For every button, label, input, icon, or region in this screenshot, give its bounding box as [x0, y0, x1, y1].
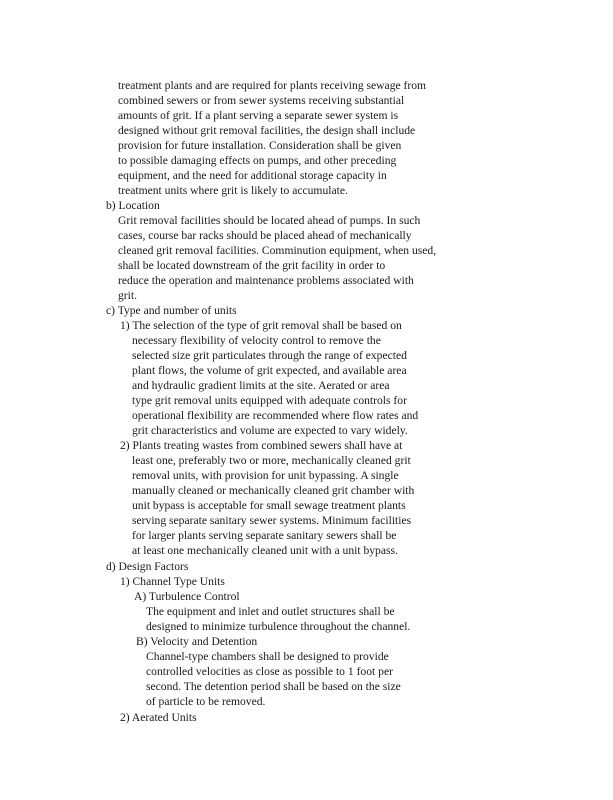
- text-line: controlled velocities as close as possible to 1 foot per: [146, 665, 393, 678]
- text-line: operational flexibility are recommended where flow rates and: [132, 409, 419, 422]
- text-line: equipment, and the need for additional storage capacity in: [118, 169, 387, 182]
- text-line: amounts of grit. If a plant serving a separate sewer system is: [118, 109, 399, 122]
- text-line: second. The detention period shall be based on the size: [146, 680, 401, 693]
- text-line: grit characteristics and volume are expected to vary widely.: [132, 424, 408, 437]
- text-line: The equipment and inlet and outlet structures shall be: [146, 605, 395, 618]
- text-line: least one, preferably two or more, mechanically cleaned grit: [132, 454, 411, 467]
- section-heading-type-and-number: c) Type and number of units: [106, 304, 237, 317]
- text-line: at least one mechanically cleaned unit with a unit bypass.: [132, 544, 398, 557]
- text-line: plant flows, the volume of grit expected, and available area: [132, 364, 407, 377]
- text-line: serving separate sanitary sewer systems. Minimum facilities: [132, 514, 412, 527]
- text-line: provision for future installation. Consideration shall be given: [118, 139, 402, 152]
- subheading-turbulence-control: A) Turbulence Control: [134, 590, 240, 603]
- list-item-1: 1) The selection of the type of grit removal shall be based on: [120, 319, 402, 332]
- text-line: unit bypass is acceptable for small sewage treatment plants: [132, 499, 406, 512]
- text-line: Grit removal facilities should be located ahead of pumps. In such: [118, 214, 421, 227]
- text-line: combined sewers or from sewer systems receiving substantial: [118, 94, 405, 107]
- text-line: manually cleaned or mechanically cleaned grit chamber with: [132, 484, 415, 497]
- text-line: of particle to be removed.: [146, 695, 266, 708]
- text-line: grit.: [118, 289, 137, 302]
- list-item-2: 2) Plants treating wastes from combined sewers shall have at: [120, 439, 403, 452]
- text-line: designed without grit removal facilities, the design shall include: [118, 124, 416, 137]
- text-line: designed to minimize turbulence throughout the channel.: [146, 620, 411, 633]
- text-line: reduce the operation and maintenance problems associated with: [118, 274, 414, 287]
- section-heading-design-factors: d) Design Factors: [106, 560, 189, 573]
- text-line: treatment units where grit is likely to accumulate.: [118, 184, 348, 197]
- subheading-velocity-and-detention: B) Velocity and Detention: [136, 635, 258, 648]
- section-heading-location: b) Location: [106, 199, 160, 212]
- subheading-aerated-units: 2) Aerated Units: [120, 711, 197, 724]
- text-line: treatment plants and are required for plants receiving sewage from: [118, 79, 427, 92]
- text-line: shall be located downstream of the grit facility in order to: [118, 259, 386, 272]
- text-line: for larger plants serving separate sanitary sewers shall be: [132, 529, 397, 542]
- text-line: type grit removal units equipped with adequate controls for: [132, 394, 407, 407]
- text-line: necessary flexibility of velocity control to remove the: [132, 334, 381, 347]
- text-line: and hydraulic gradient limits at the site. Aerated or area: [132, 379, 390, 392]
- text-line: to possible damaging effects on pumps, and other preceding: [118, 154, 397, 167]
- text-line: removal units, with provision for unit bypassing. A single: [132, 469, 399, 482]
- text-line: cleaned grit removal facilities. Comminution equipment, when used,: [118, 244, 437, 257]
- subheading-channel-type-units: 1) Channel Type Units: [120, 575, 225, 588]
- text-line: cases, course bar racks should be placed ahead of mechanically: [118, 229, 412, 242]
- text-line: selected size grit particulates through the range of expected: [132, 349, 407, 362]
- text-line: Channel-type chambers shall be designed to provide: [146, 650, 389, 663]
